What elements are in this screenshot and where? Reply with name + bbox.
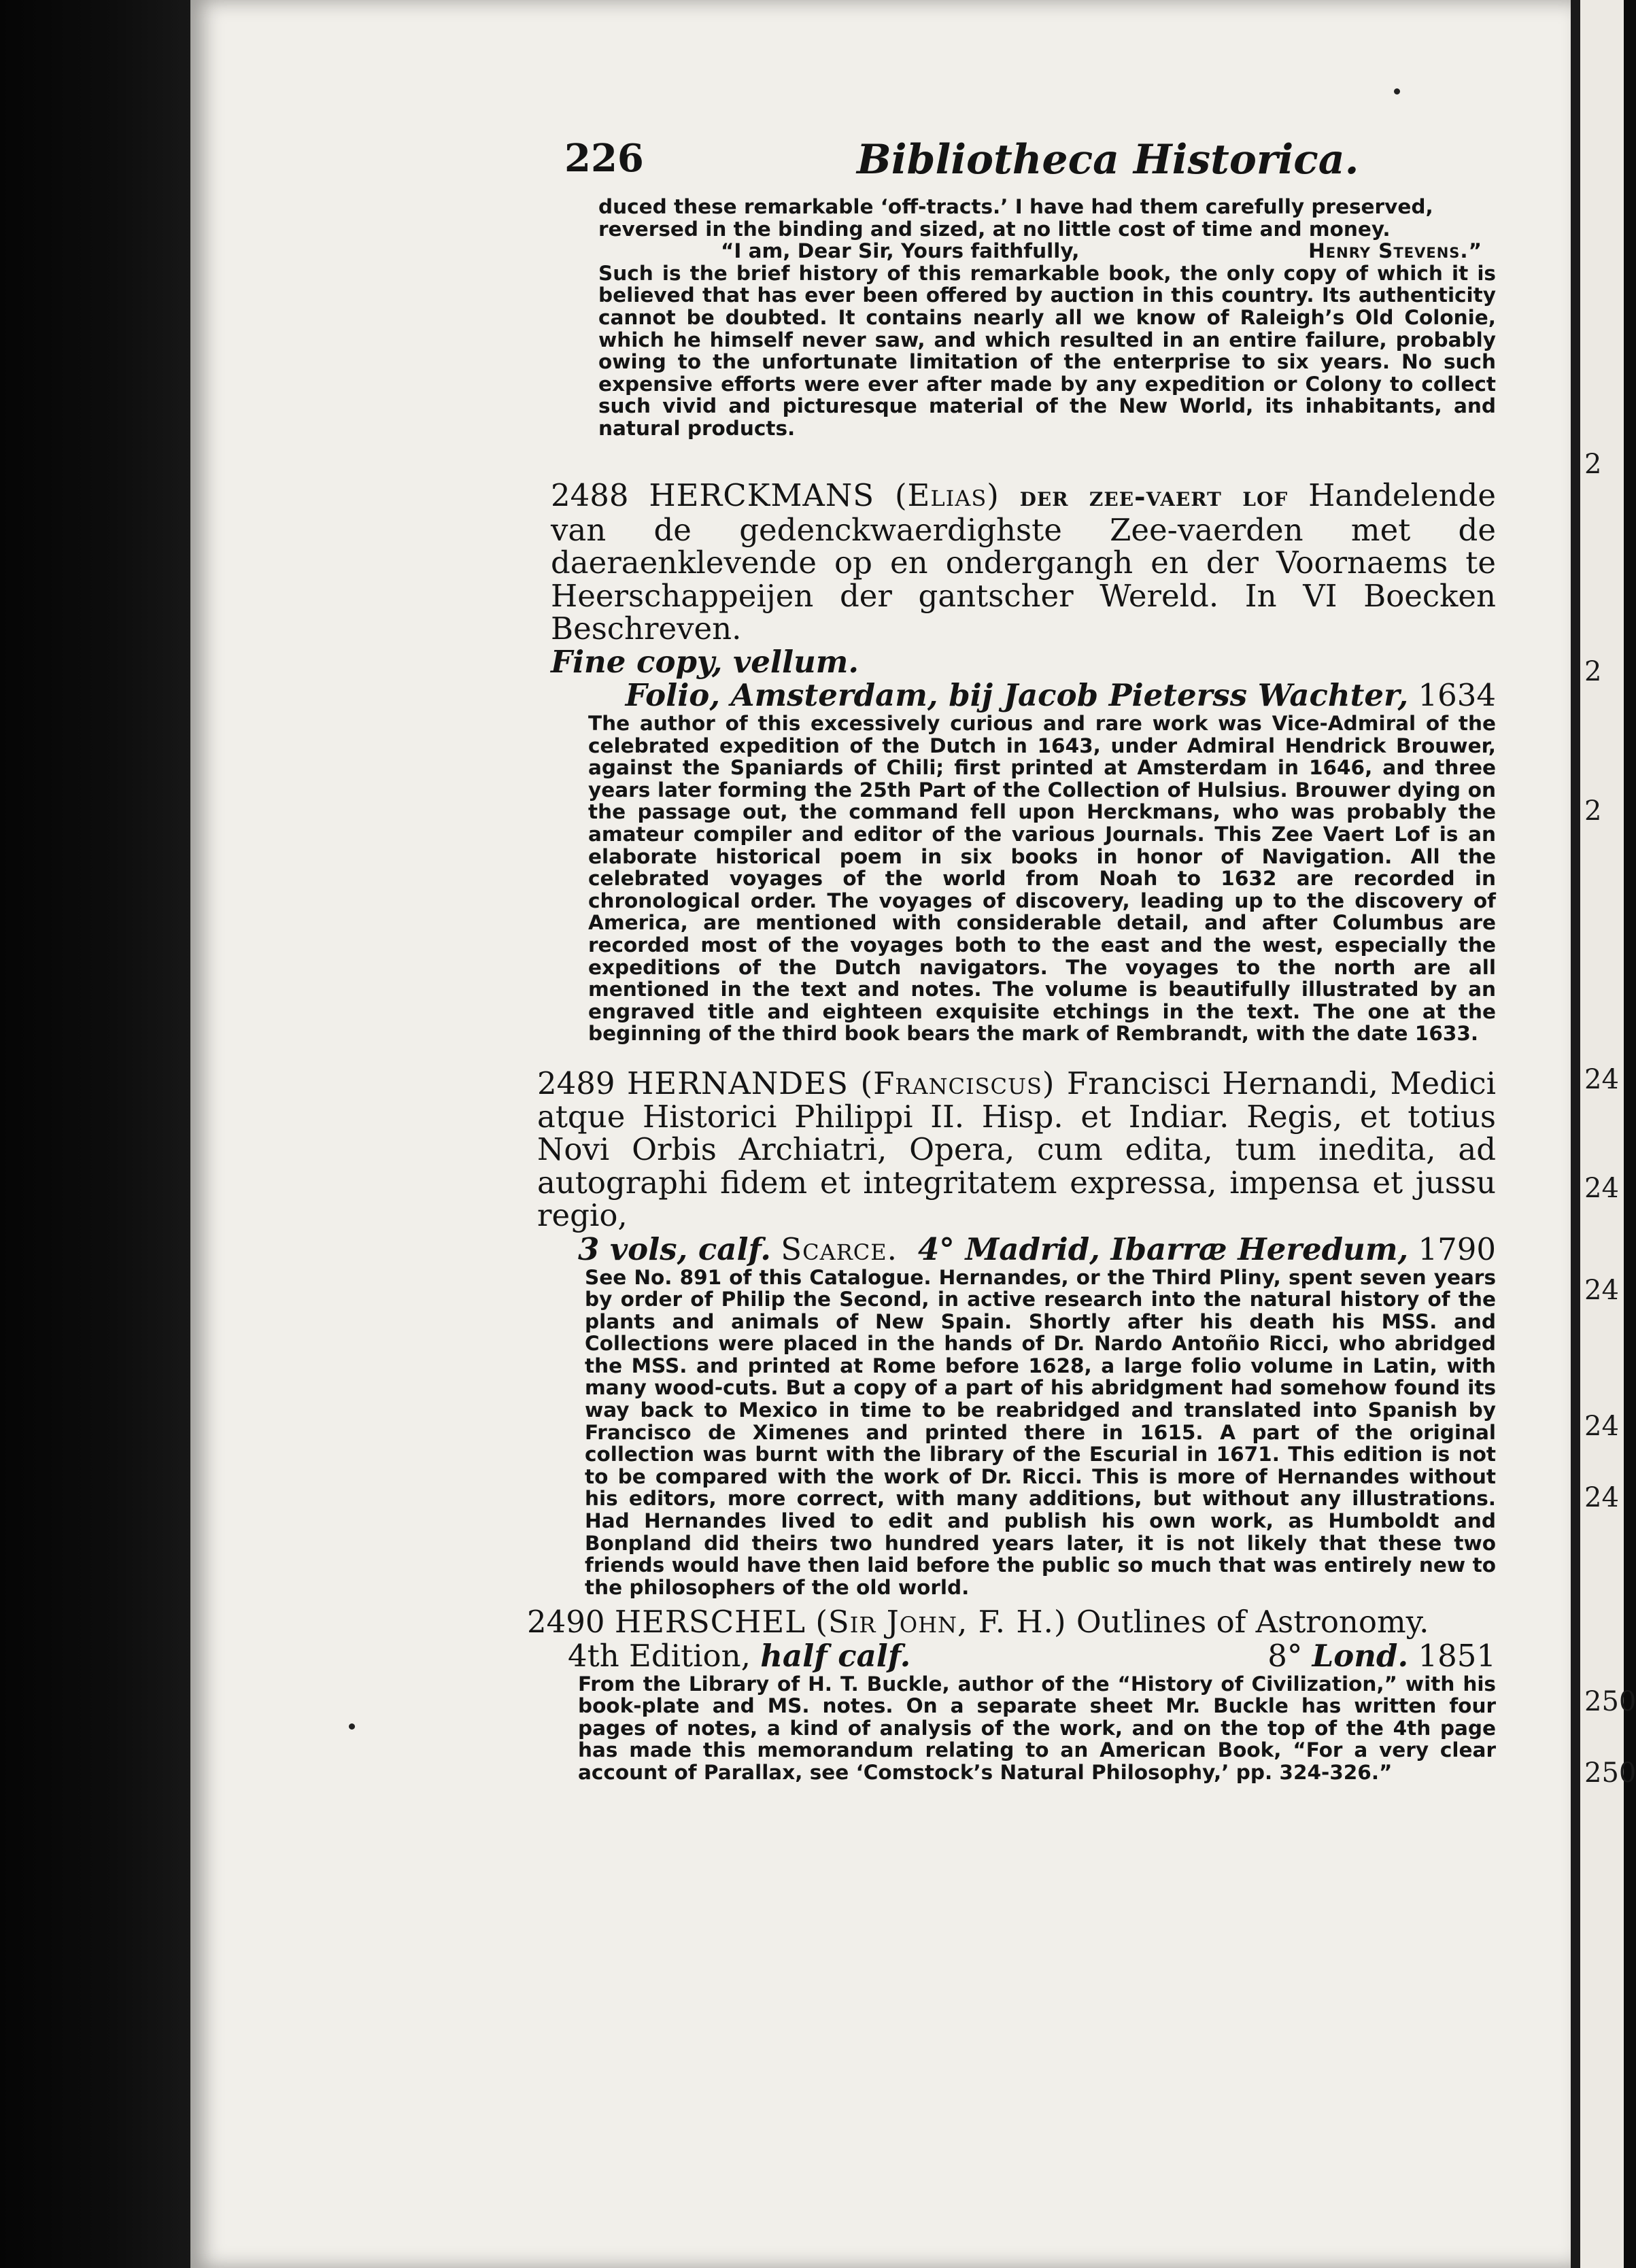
lot-number: 2489 xyxy=(537,1065,615,1101)
imprint-place: Lond. xyxy=(1312,1637,1409,1674)
running-head xyxy=(564,136,1496,190)
entry-details xyxy=(527,1639,1496,1673)
entry-heading xyxy=(551,479,1496,678)
text-line: duced these remarkable ‘off-tracts.’ I have had them carefully preserved, xyxy=(598,195,1433,218)
entry-title: Handelende van de gedenckwaerdighste Zee-vaerden met de daeraenklevende op en ondergangh en der Voornaems te Heerschappeijen der gantscher Wereld. In VI Boecken Beschreven. xyxy=(551,477,1496,647)
entry-imprint xyxy=(1267,1639,1496,1673)
entry-details xyxy=(537,1233,1496,1267)
entry-heading xyxy=(537,1067,1496,1233)
entry-author: HERNANDES xyxy=(627,1065,849,1101)
signature-name: Henry Stevens.” xyxy=(1308,239,1482,263)
entry-title: Outlines of Astronomy. xyxy=(1076,1604,1429,1640)
entry-condition: half calf. xyxy=(760,1637,911,1674)
imprint-year: 1851 xyxy=(1418,1637,1496,1674)
entry-note: See No. 891 of this Catalogue. Hernandes, or the Third Pliny, spent seven years by order of Philip the Second, in active research into the natural history of the plants and animals of New Spain. Shortly after his death his MSS. and Collections were placed in the hands of Dr. Nardo Antoñio Ricci, who abridged the MSS. and printed at Rome before 1628, a large folio volume in Latin, with many wood-cuts. But a copy of a part of his abridgment had somehow found its way back to Mexico in time to be reabridged and translated into Spanish by Francisco de Ximenes and printed there in 1615. A part of the original collection was burnt with the library of the Escurial in 1671. This edition is not to be compared with the work of Dr. Ricci. This is more of Hernandes without his editors, more correct, with many additions, but without any illustrations. Had Hernandes lived to edit and publish his own work, as Humboldt and Bonpland did theirs two hundred years later, it is not likely that these two friends would have then laid before the public so much that was entirely new to the philosophers of the old world. xyxy=(585,1265,1496,1599)
catalogue-entry xyxy=(551,479,1496,1045)
adjacent-fragment: 24 xyxy=(1584,1064,1619,1095)
entry-author: HERSCHEL xyxy=(614,1604,806,1640)
adjacent-fragment: 24 xyxy=(1584,1275,1619,1306)
adjacent-page-edge xyxy=(1580,0,1636,2268)
book-edge-shadow xyxy=(0,0,190,2268)
adjacent-fragment: 2 xyxy=(1584,795,1602,827)
entry-edition: 4th Edition, xyxy=(568,1637,751,1674)
continued-letter xyxy=(598,196,1496,440)
entry-imprint xyxy=(918,1233,1496,1267)
letter-signature xyxy=(598,240,1496,262)
adjacent-fragment: 2 xyxy=(1584,449,1602,480)
text-line: reversed in the binding and sized, at no little cost of time and money. xyxy=(598,217,1391,241)
imprint-year: 1634 xyxy=(1418,677,1496,713)
adjacent-fragment: 250 xyxy=(1584,1757,1636,1789)
entry-forename: (Elias) xyxy=(894,477,1000,513)
ink-speck xyxy=(349,1723,355,1730)
catalogue-entry xyxy=(527,1606,1496,1783)
lot-number: 2488 xyxy=(551,477,629,513)
entry-forename: (Franciscus) xyxy=(860,1065,1055,1101)
entry-title-caps: der zee-vaert lof xyxy=(1019,481,1289,513)
catalogue-entry xyxy=(537,1067,1496,1598)
entry-imprint xyxy=(551,678,1496,712)
entry-condition-group xyxy=(578,1233,898,1267)
entry-rarity: Scarce. xyxy=(781,1231,898,1267)
ink-speck xyxy=(1394,88,1400,94)
lot-number: 2490 xyxy=(527,1604,605,1640)
entry-condition: Fine copy, vellum. xyxy=(551,643,859,680)
entry-forename: (Sir John, F. H.) xyxy=(815,1604,1067,1640)
page-number: 226 xyxy=(564,136,644,181)
entry-edition-group xyxy=(568,1639,910,1673)
adjacent-fragment: 2 xyxy=(1584,656,1602,687)
note-paragraph: Such is the brief history of this remarkable book, the only copy of which it is believed that has ever been offered by auction in this country. Its authenticity cannot be doubted. It contains nearly all we know of Raleigh’s Old Colonie, which he himself never saw, and which resulted in an entire failure, probably owing to the unfortunate limitation of the enterprise to six years. No such expensive efforts were ever after made by any expedition or Colony to collect such vivid and picturesque material of the New World, its inhabitants, and natural products. xyxy=(598,261,1496,440)
adjacent-fragment: 24 xyxy=(1584,1173,1619,1204)
entry-author: HERCKMANS xyxy=(649,477,875,513)
imprint-format: 8° xyxy=(1267,1637,1303,1674)
page-gutter xyxy=(1571,0,1580,2268)
imprint-text: Folio, Amsterdam, bij Jacob Pieterss Wachter, xyxy=(625,677,1409,713)
entry-note: From the Library of H. T. Buckle, author of the “History of Civilization,” with his book-plate and MS. notes. On a separate sheet Mr. Buckle has written four pages of notes, a kind of analysis of the work, and on the top of the 4th page has made this memorandum relating to an American Book, “For a very clear account of Parallax, see ‘Comstock’s Natural Philosophy,’ pp. 324-326.” xyxy=(578,1672,1496,1784)
running-title: Bibliotheca Historica. xyxy=(857,136,1359,184)
imprint-year: 1790 xyxy=(1418,1231,1496,1267)
entry-note: The author of this excessively curious and rare work was Vice-Admiral of the celebrated expedition of the Dutch in 1643, under Admiral Hendrick Brouwer, against the Spaniards of Chili; first printed at Amsterdam in 1646, and three years later forming the 25th Part of the Collection of Hulsius. Brouwer dying on the passage out, the command fell upon Herckmans, who was probably the amateur compiler and editor of the various Journals. This Zee Vaert Lof is an elaborate historical poem in six books in honor of Navigation. All the celebrated voyages of the world from Noah to 1632 are recorded in chronological order. The voyages of discovery, leading up to the discovery of America, are mentioned with considerable detail, and after Columbus are recorded most of the voyages both to the east and the west, especially the expeditions of the Dutch navigators. The voyages to the north are all mentioned in the text and notes. The volume is beautifully illustrated by an engraved title and eighteen exquisite etchings in the text. The one at the beginning of the third book bears the mark of Rembrandt, with the date 1633. xyxy=(588,712,1496,1046)
adjacent-fragment: 24 xyxy=(1584,1411,1619,1442)
imprint-text: 4° Madrid, Ibarræ Heredum, xyxy=(918,1231,1409,1267)
adjacent-fragment: 24 xyxy=(1584,1482,1619,1513)
adjacent-fragment: 250 xyxy=(1584,1686,1636,1717)
entry-condition: 3 vols, calf. xyxy=(578,1231,771,1267)
signature-closing: “I am, Dear Sir, Yours faithfully, xyxy=(721,239,1080,263)
entry-title: Francisci Hernandi, Medici atque Historici Philippi II. Hisp. et Indiar. Regis, et totius Novi Orbis Archiatri, Opera, cum edita, tum inedita, ad autographi fidem et integritatem expressa, impensa et jussu regio, xyxy=(537,1065,1496,1233)
entry-heading xyxy=(527,1606,1496,1639)
